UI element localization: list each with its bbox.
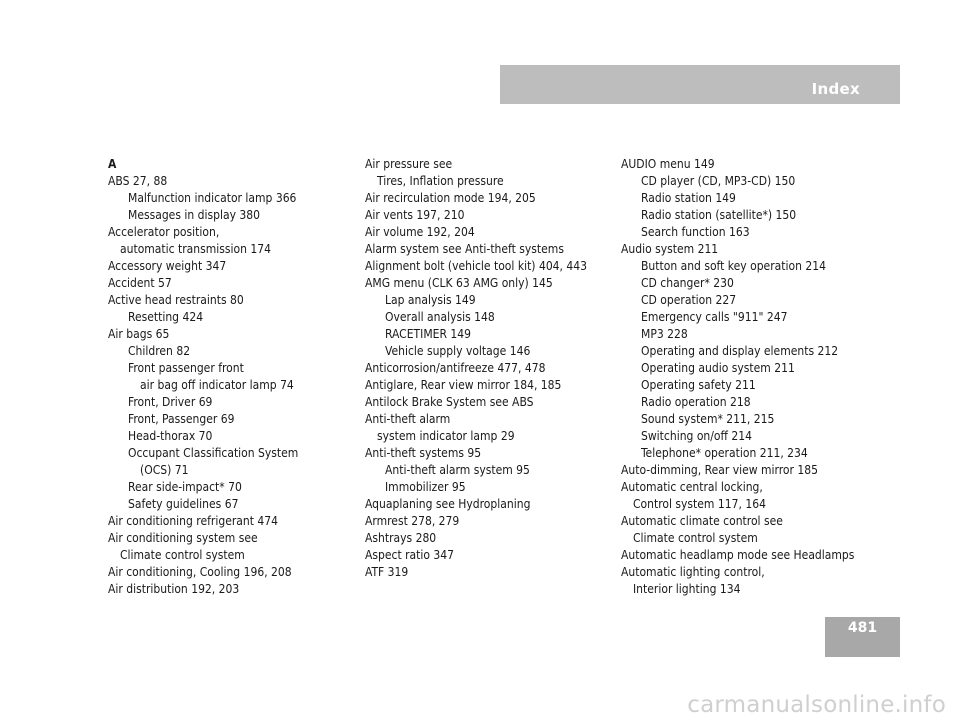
index-entry: Immobilizer 95 bbox=[385, 480, 466, 494]
index-entry: Safety guidelines 67 bbox=[128, 497, 239, 511]
index-entry: Lap analysis 149 bbox=[385, 293, 476, 307]
index-column-3 bbox=[621, 156, 871, 598]
index-entry: CD player (CD, MP3-CD) 150 bbox=[641, 174, 796, 188]
index-entry: Auto-dimming, Rear view mirror 185 bbox=[621, 463, 818, 477]
index-entry: Active head restraints 80 bbox=[108, 293, 244, 307]
index-entry: Automatic central locking, bbox=[621, 480, 763, 494]
index-entry: automatic transmission 174 bbox=[120, 242, 272, 256]
index-entry: Air conditioning refrigerant 474 bbox=[108, 514, 278, 528]
index-entry: Automatic headlamp mode see Headlamps bbox=[621, 548, 855, 562]
index-entry: Front passenger front bbox=[128, 361, 244, 375]
index-entry: Climate control system bbox=[633, 531, 758, 545]
page-number: 481 bbox=[847, 620, 878, 636]
index-column-1 bbox=[108, 156, 358, 598]
index-entry: Audio system 211 bbox=[621, 242, 719, 256]
index-entry: Air pressure see bbox=[365, 157, 453, 171]
index-entry: Radio station (satellite*) 150 bbox=[641, 208, 797, 222]
index-entry: (OCS) 71 bbox=[140, 463, 189, 477]
index-entry: Operating audio system 211 bbox=[641, 361, 795, 375]
index-entry: Accelerator position, bbox=[108, 225, 220, 239]
index-entry: Air conditioning, Cooling 196, 208 bbox=[108, 565, 292, 579]
index-entry: Occupant Classification System bbox=[128, 446, 299, 460]
index-entry: Tires, Inflation pressure bbox=[377, 174, 504, 188]
page-title: Index bbox=[811, 80, 860, 98]
index-entry: CD operation 227 bbox=[641, 293, 737, 307]
index-entry: Air recirculation mode 194, 205 bbox=[365, 191, 536, 205]
index-entry: system indicator lamp 29 bbox=[377, 429, 515, 443]
index-entry: Interior lighting 134 bbox=[633, 582, 741, 596]
index-entry: ATF 319 bbox=[365, 565, 409, 579]
header-bar bbox=[500, 65, 900, 104]
index-entry: Antiglare, Rear view mirror 184, 185 bbox=[365, 378, 562, 392]
index-entry: air bag off indicator lamp 74 bbox=[140, 378, 294, 392]
index-entry: Overall analysis 148 bbox=[385, 310, 495, 324]
index-entry: Search function 163 bbox=[641, 225, 750, 239]
index-entry: Telephone* operation 211, 234 bbox=[641, 446, 808, 460]
index-entry: AUDIO menu 149 bbox=[621, 157, 715, 171]
index-entry: Accessory weight 347 bbox=[108, 259, 227, 273]
index-entry: Aquaplaning see Hydroplaning bbox=[365, 497, 531, 511]
index-entry: Armrest 278, 279 bbox=[365, 514, 460, 528]
index-entry: Vehicle supply voltage 146 bbox=[385, 344, 531, 358]
index-entry: Button and soft key operation 214 bbox=[641, 259, 826, 273]
index-entry: Operating safety 211 bbox=[641, 378, 756, 392]
index-entry: Head-thorax 70 bbox=[128, 429, 213, 443]
index-entry: Malfunction indicator lamp 366 bbox=[128, 191, 297, 205]
page-number-box bbox=[825, 617, 900, 657]
index-entry: Anti-theft alarm system 95 bbox=[385, 463, 530, 477]
index-entry: Ashtrays 280 bbox=[365, 531, 437, 545]
index-entry: Air volume 192, 204 bbox=[365, 225, 475, 239]
index-entry: Front, Passenger 69 bbox=[128, 412, 235, 426]
index-entry: Operating and display elements 212 bbox=[641, 344, 839, 358]
index-entry: Alignment bolt (vehicle tool kit) 404, 443 bbox=[365, 259, 588, 273]
index-entry: Automatic lighting control, bbox=[621, 565, 765, 579]
index-entry: Sound system* 211, 215 bbox=[641, 412, 775, 426]
index-entry: Messages in display 380 bbox=[128, 208, 261, 222]
index-entry: CD changer* 230 bbox=[641, 276, 734, 290]
index-entry: Automatic climate control see bbox=[621, 514, 783, 528]
index-entry: RACETIMER 149 bbox=[385, 327, 471, 341]
index-entry: Alarm system see Anti-theft systems bbox=[365, 242, 564, 256]
index-entry: Anti-theft alarm bbox=[365, 412, 451, 426]
index-letter-heading: A bbox=[108, 157, 117, 171]
index-entry: Emergency calls "911" 247 bbox=[641, 310, 788, 324]
index-entry: Accident 57 bbox=[108, 276, 172, 290]
index-entry: Rear side-impact* 70 bbox=[128, 480, 242, 494]
index-entry: AMG menu (CLK 63 AMG only) 145 bbox=[365, 276, 553, 290]
index-entry: ABS 27, 88 bbox=[108, 174, 168, 188]
index-entry: Switching on/off 214 bbox=[641, 429, 752, 443]
index-entry: Air bags 65 bbox=[108, 327, 170, 341]
index-entry: Front, Driver 69 bbox=[128, 395, 213, 409]
index-entry: MP3 228 bbox=[641, 327, 688, 341]
index-entry: Aspect ratio 347 bbox=[365, 548, 455, 562]
index-entry: Radio station 149 bbox=[641, 191, 736, 205]
index-entry: Children 82 bbox=[128, 344, 191, 358]
watermark: carmanualsonline.info bbox=[687, 692, 946, 718]
index-entry: Climate control system bbox=[120, 548, 245, 562]
index-entry: Control system 117, 164 bbox=[633, 497, 766, 511]
index-entry: Antilock Brake System see ABS bbox=[365, 395, 534, 409]
index-entry: Radio operation 218 bbox=[641, 395, 751, 409]
index-entry: Air conditioning system see bbox=[108, 531, 258, 545]
index-entry: Anticorrosion/antifreeze 477, 478 bbox=[365, 361, 546, 375]
index-entry: Resetting 424 bbox=[128, 310, 204, 324]
index-entry: Anti-theft systems 95 bbox=[365, 446, 482, 460]
index-column-2 bbox=[365, 156, 615, 581]
index-entry: Air distribution 192, 203 bbox=[108, 582, 240, 596]
index-entry: Air vents 197, 210 bbox=[365, 208, 465, 222]
